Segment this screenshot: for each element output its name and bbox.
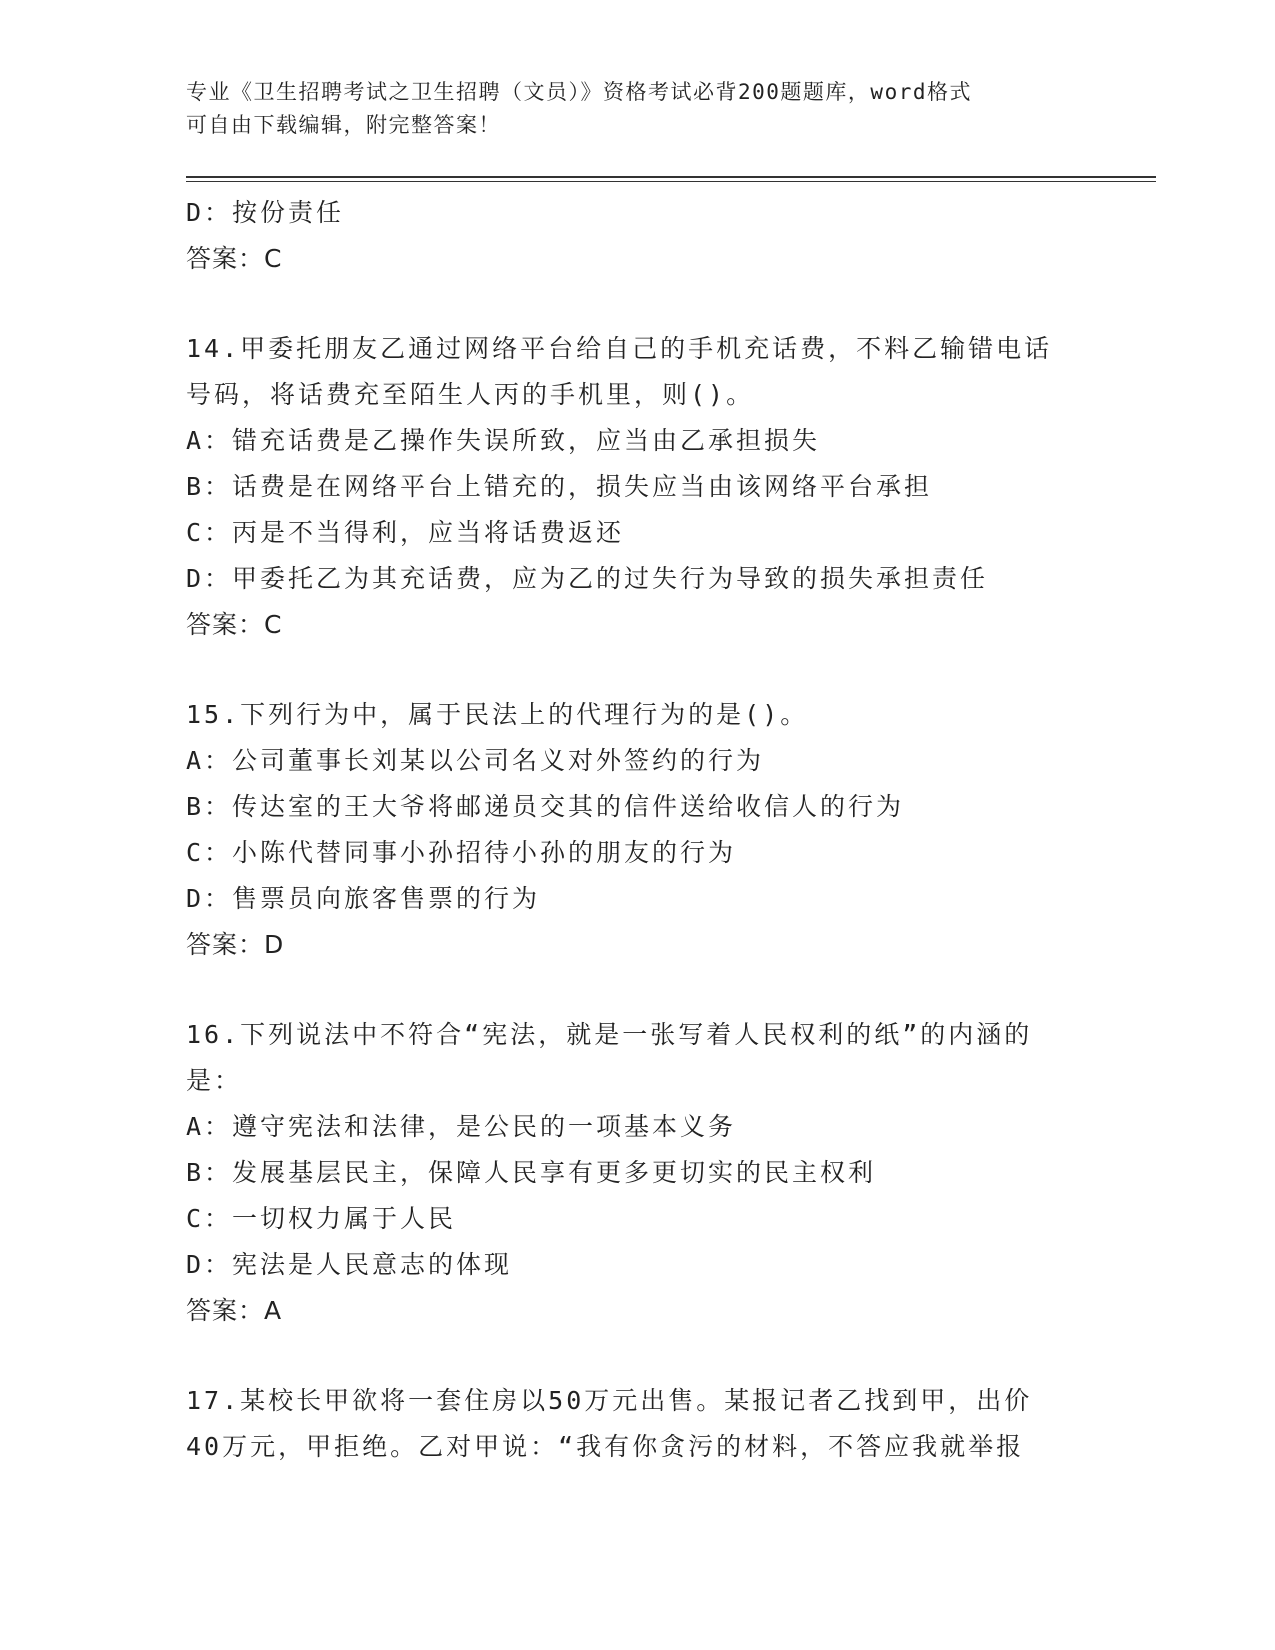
q16-option-a: A：遵守宪法和法律，是公民的一项基本义务 (186, 1112, 737, 1141)
spacer (186, 968, 1076, 1012)
q14-option-c: C：丙是不当得利，应当将话费返还 (186, 518, 625, 547)
q15-option-b: B：传达室的王大爷将邮递员交其的信件送给收信人的行为 (186, 792, 905, 821)
q13-answer: 答案：C (186, 244, 283, 273)
q14-option-a: A：错充话费是乙操作失误所致，应当由乙承担损失 (186, 426, 821, 455)
q16-option-c: C：一切权力属于人民 (186, 1204, 457, 1233)
header-line-1: 专业《卫生招聘考试之卫生招聘（文员）》资格考试必背200题题库，word格式 (186, 80, 972, 104)
q14-option-d: D：甲委托乙为其充话费，应为乙的过失行为导致的损失承担责任 (186, 564, 989, 593)
q16-answer: 答案：A (186, 1296, 283, 1325)
q15-option-c: C：小陈代替同事小孙招待小孙的朋友的行为 (186, 838, 737, 867)
question-13-tail (186, 190, 1076, 282)
q16-option-d: D：宪法是人民意志的体现 (186, 1250, 513, 1279)
question-17 (186, 1378, 1076, 1470)
question-16 (186, 1012, 1076, 1334)
q13-option-d: D：按份责任 (186, 198, 345, 227)
q14-answer: 答案：C (186, 610, 283, 639)
q16-stem-line-2: 是： (186, 1066, 243, 1095)
header-line-2: 可自由下载编辑，附完整答案！ (186, 113, 501, 137)
q17-stem-line-2: 40万元，甲拒绝。乙对甲说：“我有你贪污的材料，不答应我就举报 (186, 1432, 1025, 1461)
spacer (186, 648, 1076, 692)
q15-stem-line-1: 15.下列行为中，属于民法上的代理行为的是()。 (186, 700, 809, 729)
spacer (186, 282, 1076, 326)
document-header (186, 76, 1086, 142)
q15-option-d: D：售票员向旅客售票的行为 (186, 884, 541, 913)
q15-option-a: A：公司董事长刘某以公司名义对外签约的行为 (186, 746, 765, 775)
q15-answer: 答案：D (186, 930, 285, 959)
q16-stem-line-1: 16.下列说法中不符合“宪法，就是一张写着人民权利的纸”的内涵的 (186, 1020, 1033, 1049)
header-divider-thick (186, 176, 1156, 178)
question-14 (186, 326, 1076, 648)
q16-option-b: B：发展基层民主，保障人民享有更多更切实的民主权利 (186, 1158, 877, 1187)
header-divider-thin (186, 181, 1156, 182)
spacer (186, 1334, 1076, 1378)
question-content (186, 190, 1076, 1470)
q14-option-b: B：话费是在网络平台上错充的，损失应当由该网络平台承担 (186, 472, 933, 501)
question-15 (186, 692, 1076, 968)
q17-stem-line-1: 17.某校长甲欲将一套住房以50万元出售。某报记者乙找到甲，出价 (186, 1386, 1033, 1415)
q14-stem-line-1: 14.甲委托朋友乙通过网络平台给自己的手机充话费，不料乙输错电话 (186, 334, 1053, 363)
q14-stem-line-2: 号码，将话费充至陌生人丙的手机里，则()。 (186, 380, 755, 409)
